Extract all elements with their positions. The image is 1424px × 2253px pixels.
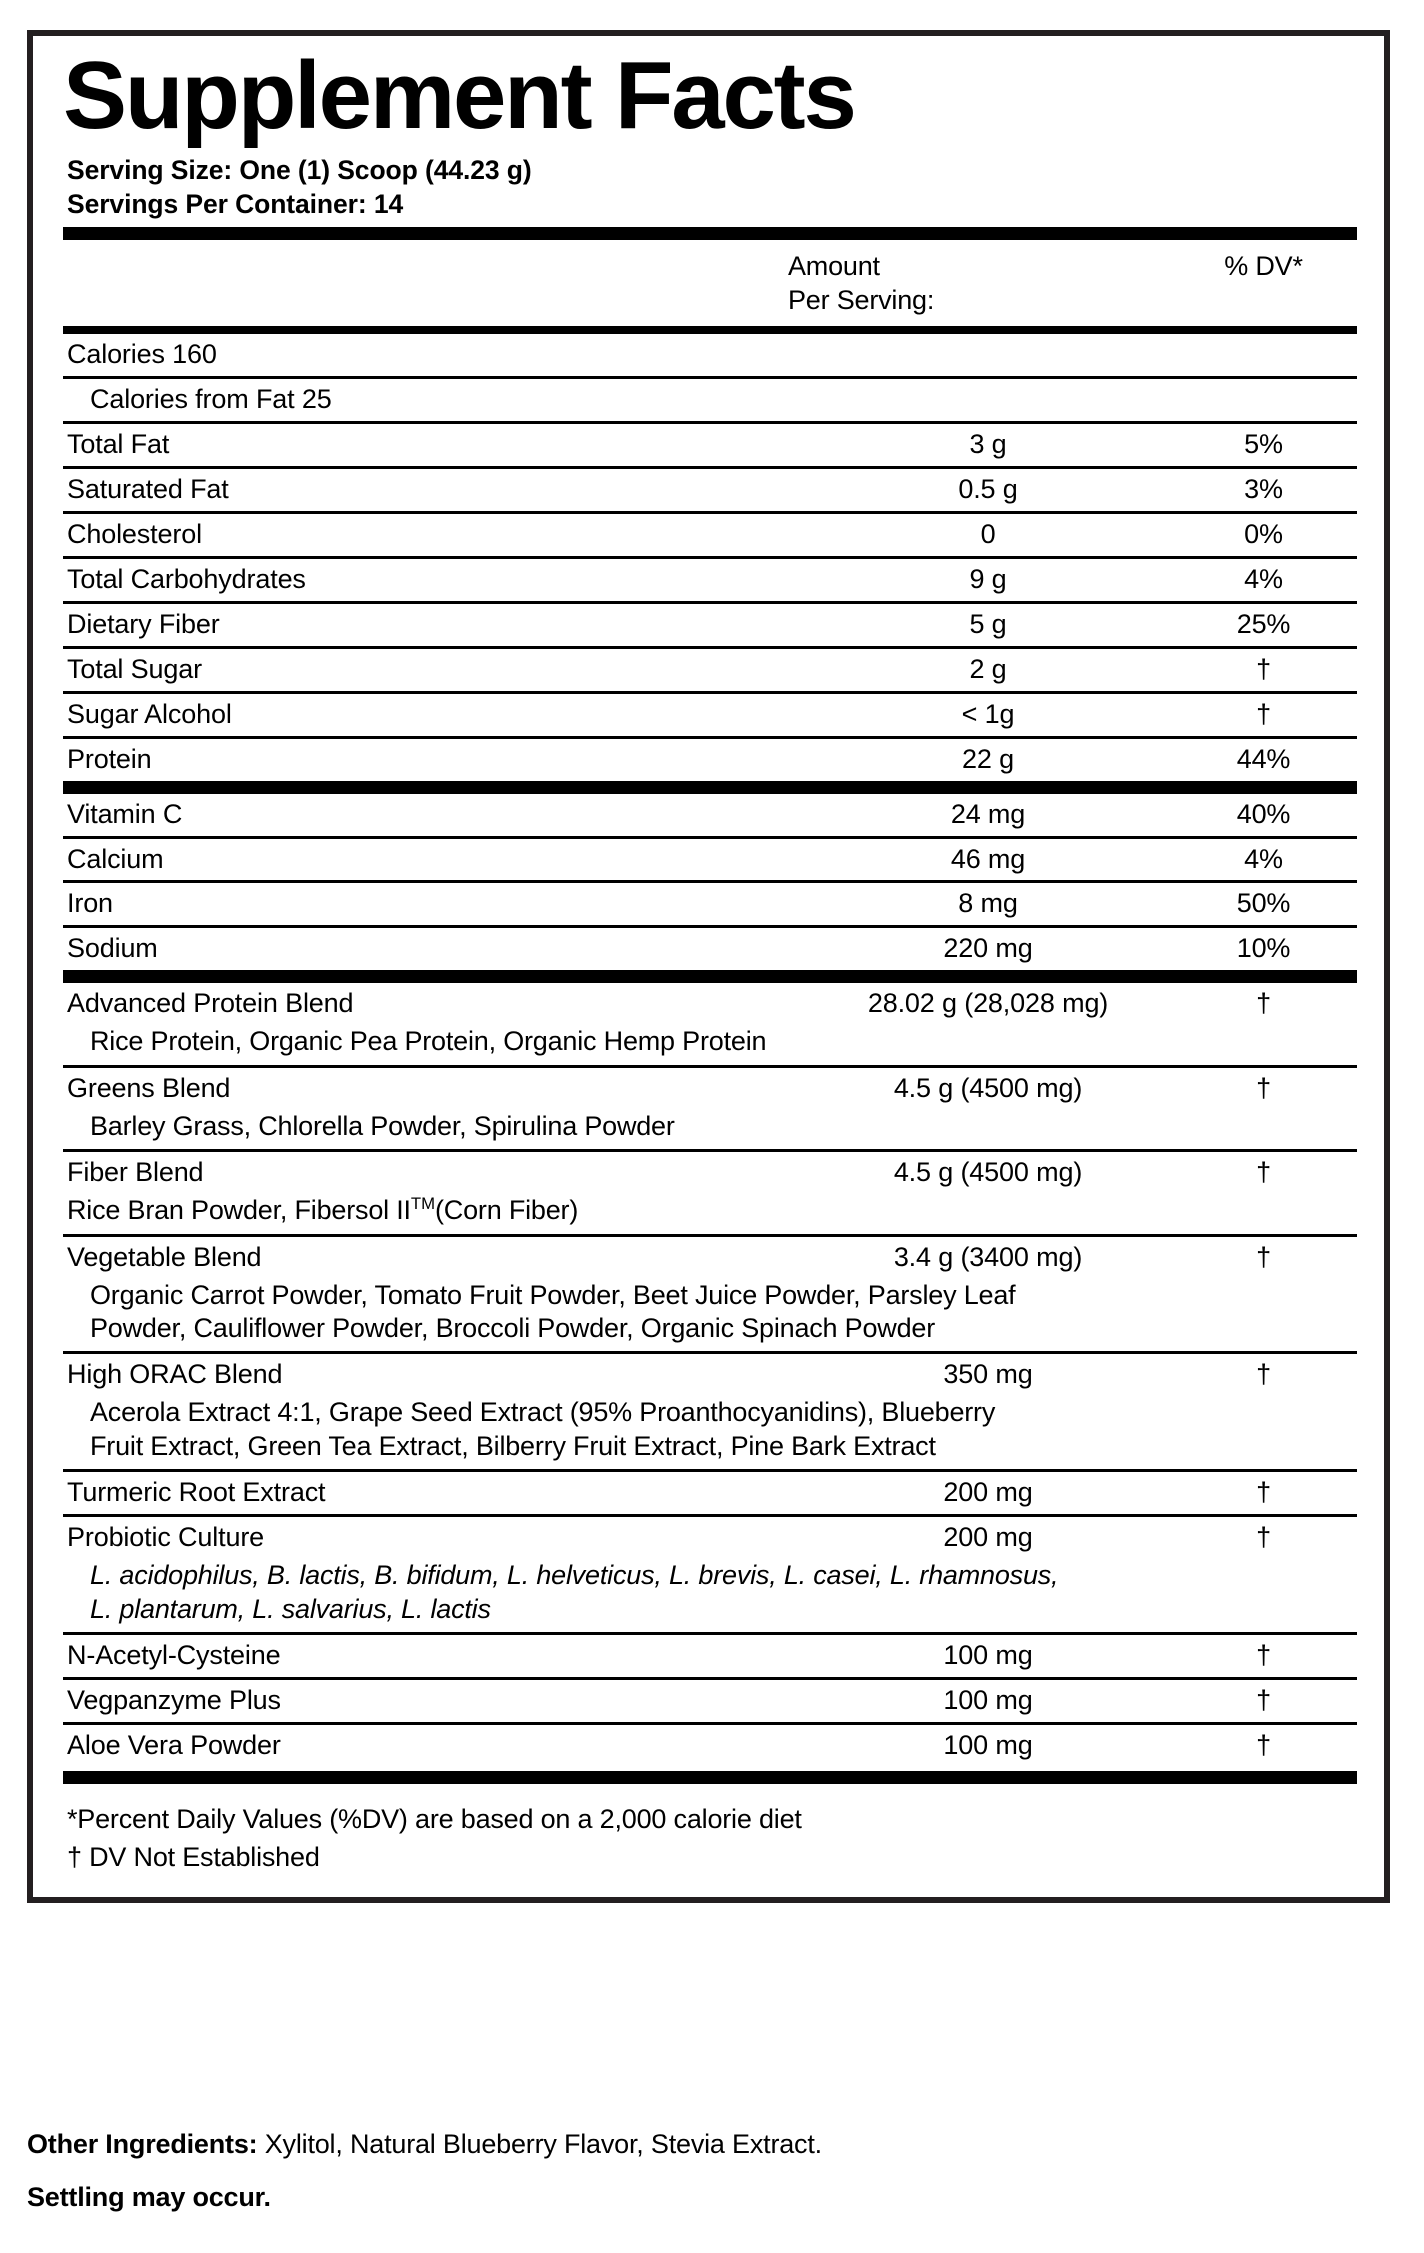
blend-amount: 350 mg: [943, 1359, 1033, 1390]
blend-amount: 100 mg: [943, 1730, 1033, 1760]
blend-dv: †: [1256, 1685, 1271, 1716]
table-row: [63, 469, 1357, 511]
nutrient-amount: 9 g: [969, 563, 1007, 594]
table-row: [63, 649, 1357, 691]
blend-name: Fiber Blend: [67, 1157, 204, 1188]
fiber-ingredients-pre: Rice Bran Powder, Fibersol II: [67, 1195, 411, 1226]
blend-name: Vegetable Blend: [67, 1241, 262, 1272]
serving-size: Serving Size: One (1) Scoop (44.23 g): [67, 155, 532, 185]
vitamin-amount: 24 mg: [950, 798, 1026, 829]
header-dv: % DV*: [1224, 251, 1303, 282]
table-row: [63, 604, 1357, 646]
divider-thick-vitamins: [63, 781, 1357, 794]
blend-name: High ORAC Blend: [67, 1359, 283, 1390]
table-row: [63, 1725, 1357, 1767]
table-row: [63, 1517, 1357, 1559]
blend-dv: †: [1256, 1241, 1271, 1272]
nutrient-name: Cholesterol: [67, 518, 202, 549]
divider-thick-footnotes: [63, 1771, 1357, 1784]
blend-ingredients: [63, 1396, 1357, 1429]
table-row: [63, 1680, 1357, 1722]
vitamin-amount: 46 mg: [950, 843, 1026, 874]
divider-thick-blends: [63, 970, 1357, 983]
table-row-calories: [63, 334, 1357, 376]
nutrient-amount: 0: [980, 518, 996, 549]
other-ingredients-value: Xylitol, Natural Blueberry Flavor, Stevia Extract.: [257, 2129, 822, 2159]
blend-name: Turmeric Root Extract: [67, 1477, 326, 1508]
blend-dv: †: [1256, 1477, 1271, 1508]
blend-dv: †: [1256, 1359, 1271, 1390]
table-row: [63, 1354, 1357, 1396]
vitamin-dv: 50%: [1236, 888, 1291, 919]
table-row: [63, 1472, 1357, 1514]
nutrient-amount: 3 g: [969, 429, 1007, 460]
table-row: [63, 739, 1357, 781]
other-ingredients: [27, 2131, 1397, 2158]
settling-note: [27, 2184, 1397, 2211]
blend-amount: 4.5 g (4500 mg): [893, 1157, 1083, 1188]
blend-ingredients-line: Fruit Extract, Green Tea Extract, Bilberry Fruit Extract, Pine Bark Extract: [90, 1430, 936, 1461]
nutrient-dv: 4%: [1244, 563, 1283, 594]
table-row: [63, 514, 1357, 556]
blend-dv: †: [1256, 1522, 1271, 1553]
nutrient-amount: 22 g: [962, 743, 1014, 774]
nutrient-name: Dietary Fiber: [67, 608, 220, 639]
vitamin-dv: 40%: [1236, 798, 1291, 829]
other-ingredients-label: Other Ingredients:: [27, 2129, 258, 2159]
blend-name: Advanced Protein Blend: [67, 988, 354, 1019]
blend-ingredients: [63, 1430, 1357, 1469]
table-row: [63, 1152, 1357, 1194]
nutrient-dv: †: [1256, 698, 1271, 729]
table-row: [63, 928, 1357, 970]
nutrient-amount: 0.5 g: [958, 474, 1018, 505]
nutrient-name: Total Sugar: [67, 653, 202, 684]
table-row: [63, 1068, 1357, 1110]
nutrient-amount: 2 g: [969, 653, 1007, 684]
blend-ingredients: Barley Grass, Chlorella Powder, Spirulina Powder: [90, 1110, 675, 1141]
table-column-headers: [63, 240, 1357, 326]
blend-amount: 100 mg: [943, 1685, 1033, 1716]
blend-ingredients-line: L. plantarum, L. salvarius, L. lactis: [90, 1593, 491, 1624]
table-row: [63, 983, 1357, 1025]
vitamin-name: Iron: [67, 888, 113, 919]
blend-ingredients-line: Acerola Extract 4:1, Grape Seed Extract (95% Proanthocyanidins), Blueberry: [90, 1397, 996, 1428]
blend-name: Probiotic Culture: [67, 1522, 265, 1553]
vitamin-amount: 8 mg: [958, 888, 1018, 919]
divider-thick-top: [63, 227, 1357, 240]
blend-ingredients-line: Organic Carrot Powder, Tomato Fruit Powder, Beet Juice Powder, Parsley Leaf: [90, 1279, 1016, 1310]
fiber-ingredients-post: (Corn Fiber): [435, 1195, 579, 1226]
page-title: Supplement Facts: [63, 42, 855, 149]
blend-ingredients: [63, 1312, 1357, 1351]
header-amount-line2: Per Serving:: [788, 284, 935, 315]
nutrient-name: Total Fat: [67, 429, 170, 460]
calories-amount: [788, 334, 1188, 343]
blend-ingredients-line: Powder, Cauliflower Powder, Broccoli Powder, Organic Spinach Powder: [90, 1312, 936, 1343]
blend-ingredients: [63, 1279, 1357, 1312]
blend-ingredients: [63, 1194, 1357, 1233]
table-row: [63, 883, 1357, 925]
nutrient-dv: †: [1256, 653, 1271, 684]
blend-dv: †: [1256, 1640, 1271, 1671]
nutrient-name: Saturated Fat: [67, 474, 229, 505]
settling-note-text: Settling may occur.: [27, 2182, 271, 2212]
blend-dv: †: [1256, 988, 1271, 1019]
nutrient-dv: 5%: [1244, 429, 1283, 460]
nutrient-dv: 3%: [1244, 474, 1283, 505]
trademark-symbol: TM: [410, 1194, 436, 1214]
vitamin-dv: 10%: [1236, 933, 1291, 964]
blend-amount: 3.4 g (3400 mg): [893, 1241, 1083, 1272]
table-row: [63, 1237, 1357, 1279]
serving-info: [67, 154, 1357, 221]
vitamin-dv: 4%: [1244, 843, 1283, 874]
divider-med-after-headers: [63, 326, 1357, 334]
nutrient-amount: < 1g: [961, 698, 1015, 729]
nutrient-name: Total Carbohydrates: [67, 563, 306, 594]
servings-per-container: Servings Per Container: 14: [67, 188, 404, 219]
blend-amount: 4.5 g (4500 mg): [893, 1072, 1083, 1103]
dagger-footnote: † DV Not Established: [67, 1842, 320, 1873]
table-row: [63, 694, 1357, 736]
supplement-facts-panel: [27, 30, 1390, 1903]
calories-dv: [1188, 334, 1357, 343]
blend-amount: 200 mg: [943, 1522, 1033, 1553]
blend-amount: 100 mg: [943, 1640, 1033, 1671]
blend-ingredients: [63, 1593, 1357, 1632]
vitamin-amount: 220 mg: [943, 933, 1033, 964]
table-row-calories-from-fat: [63, 379, 1357, 421]
calories-from-fat-label: Calories from Fat 25: [90, 384, 332, 415]
nutrient-amount: 5 g: [969, 608, 1007, 639]
table-row: [63, 839, 1357, 881]
header-amount-line1: Amount: [788, 251, 880, 282]
blend-name: Greens Blend: [67, 1072, 231, 1103]
nutrient-name: Protein: [67, 743, 152, 774]
table-row: [63, 794, 1357, 836]
blend-ingredients-line: L. acidophilus, B. lactis, B. bifidum, L. helveticus, L. brevis, L. casei, L. rhamnosus,: [90, 1560, 1059, 1591]
nutrient-dv: 44%: [1236, 743, 1291, 774]
nutrient-dv: 25%: [1236, 608, 1291, 639]
blend-dv: †: [1256, 1157, 1271, 1188]
table-row: [63, 559, 1357, 601]
vitamin-name: Vitamin C: [67, 798, 183, 829]
blend-name: Aloe Vera Powder: [67, 1730, 281, 1760]
calories-from-fat-dv: [1188, 379, 1357, 388]
footnotes: [63, 1784, 1357, 1881]
blend-ingredients: [63, 1559, 1357, 1592]
calories-label: Calories 160: [67, 339, 217, 370]
vitamin-name: Calcium: [67, 843, 164, 874]
nutrient-dv: 0%: [1244, 518, 1283, 549]
vitamin-name: Sodium: [67, 933, 158, 964]
table-row: [63, 1635, 1357, 1677]
blend-name: N-Acetyl-Cysteine: [67, 1640, 281, 1671]
blend-name: Vegpanzyme Plus: [67, 1685, 281, 1716]
other-ingredients-section: [27, 2131, 1397, 2237]
blend-dv: †: [1256, 1730, 1271, 1760]
header-amount: [788, 250, 1188, 317]
dv-footnote: *Percent Daily Values (%DV) are based on a 2,000 calorie diet: [67, 1803, 802, 1834]
blend-dv: †: [1256, 1072, 1271, 1103]
blend-ingredients: Rice Protein, Organic Pea Protein, Organic Hemp Protein: [90, 1026, 767, 1057]
table-row: [63, 424, 1357, 466]
calories-from-fat-amount: [788, 379, 1188, 388]
blend-amount: 28.02 g (28,028 mg): [867, 988, 1109, 1019]
blend-amount: 200 mg: [943, 1477, 1033, 1508]
nutrient-name: Sugar Alcohol: [67, 698, 232, 729]
